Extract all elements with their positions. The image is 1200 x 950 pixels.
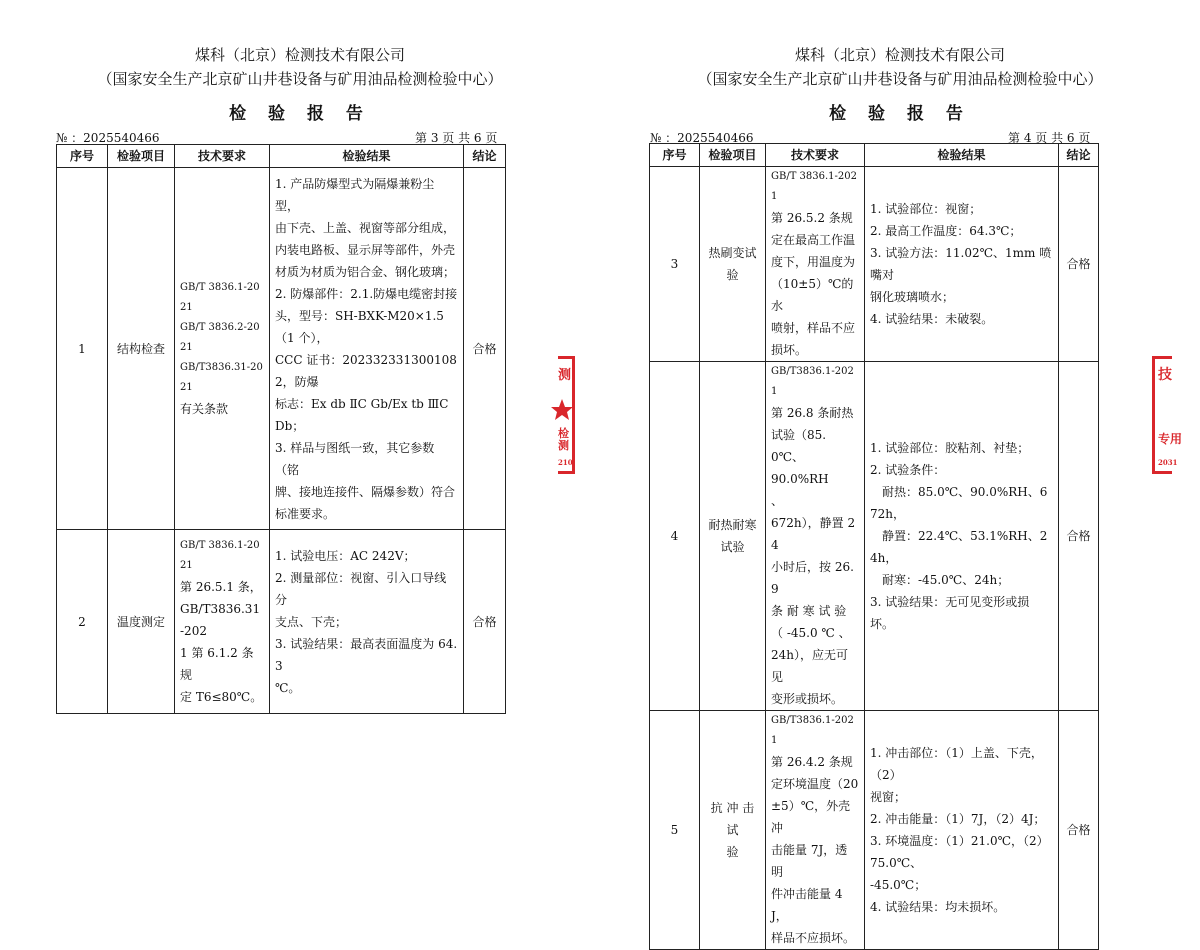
result-line: 视窗； [870,790,907,804]
stamp-text: 技 [1158,367,1172,383]
requirement-line: GB/T 3836.1-2021 [180,281,260,313]
requirement-line: 定环境温度（20 [771,777,859,791]
result-line: 3. 环境温度：（1）21.0℃，（2）75.0℃、 [870,834,1049,870]
row-requirement [766,711,865,950]
result-line: 耐寒：-45.0℃、24h； [870,573,1010,587]
row-result [270,530,464,714]
item-line: 耐热耐寒 [708,518,757,532]
col-header-item: 检验项目 [700,144,766,167]
requirement-line: GB/T3836.1-2021 [771,715,854,746]
requirement-line: 1 第 6.1.2 条规 [180,645,254,682]
row-result [865,711,1059,950]
result-line: 耐热：85.0℃、90.0%RH、672h， [870,485,1048,521]
row-requirement [766,167,865,362]
requirement-line: 定 T6≤80℃。 [180,689,263,704]
result-line: 3. 试验结果：无可见变形或损坏。 [870,595,1030,631]
stamp-text: 检测 [558,427,569,452]
row-no: 1 [57,168,108,530]
row-result [865,362,1059,711]
report-page-3 [0,0,600,828]
result-line: 静置：22.4℃、53.1%RH、24h， [870,529,1048,565]
requirement-line: 672h），静置 24 [771,516,856,552]
table-row [57,168,506,530]
result-line: 1. 试验部位：胶粘剂、衬垫； [870,441,1030,455]
inspection-table [56,144,506,714]
col-header-result: 检验结果 [270,145,464,168]
row-result [270,168,464,530]
result-line: 2. 冲击能量：（1）7J，（2）4J； [870,812,1046,826]
stamp-text: 210 [558,458,573,467]
requirement-line: 变形或损坏。 [771,692,844,706]
result-line: 3. 样品与图纸一致，其它参数（铭 [275,440,435,477]
item-line: 热刷变试 [708,246,757,260]
requirement-line: GB/T 3836.1-2021 [771,171,858,202]
requirement-line: 第 26.8 条耐热 [771,406,854,420]
result-line: 2. 试验条件： [870,463,946,477]
row-conclusion: 合格 [1059,362,1099,711]
result-line: 2. 测量部位：视窗、引入口导线分 [275,570,447,607]
requirement-line: 条 耐 寒 试 验 [771,604,847,618]
requirement-line: （10±5）℃的水 [771,277,854,313]
row-no: 4 [650,362,700,711]
result-line: 标准要求。 [275,506,336,521]
table-row [57,530,506,714]
result-line: 1. 冲击部位：（1）上盖、下壳，（2） [870,746,1043,782]
col-header-no: 序号 [650,144,700,167]
requirement-line: 损坏。 [771,343,808,357]
requirement-line: 击能量 7J，透明 [771,843,848,879]
seam-stamp-left [556,356,578,474]
row-no: 3 [650,167,700,362]
seam-stamp-right [1152,356,1200,474]
row-conclusion: 合格 [464,530,506,714]
col-header-no: 序号 [57,145,108,168]
table-row [650,362,1099,711]
col-header-item: 检验项目 [108,145,175,168]
page-count: 第 3 页 共 6 页 [415,131,498,145]
organization-name: 煤科（北京）检测技术有限公司 [794,46,1005,64]
report-title: 检 验 报 告 [829,104,971,124]
requirement-line: 小时后，按 26.9 [771,560,854,596]
table-header-row [650,144,1099,167]
result-line: 2. 防爆部件：2.1.防爆电缆密封接 [275,286,458,301]
report-number: № ：2025540466 [650,131,754,145]
result-line: ℃。 [275,680,301,695]
col-header-result: 检验结果 [865,144,1059,167]
result-line: 头，型号：SH-BXK-M20×1.5（1 个）， [275,308,444,345]
organization-name: 煤科（北京）检测技术有限公司 [194,46,405,64]
result-line: 4. 试验结果：均未损坏。 [870,900,1006,914]
report-title: 检 验 报 告 [229,104,371,124]
requirement-line: GB/T3836.31-202 [180,601,261,638]
requirement-line: 件冲击能量 4J， [771,887,843,923]
requirement-line: GB/T 3836.2-2021 [180,321,260,353]
row-item: 温度测定 [108,530,175,714]
requirement-line: 样品不应损坏。 [771,931,856,945]
result-line: 牌、接地连接件、隔爆参数）符合 [275,484,456,499]
col-header-conclusion: 结论 [464,145,506,168]
report-number: № ：2025540466 [56,131,160,145]
requirement-line: 第 26.4.2 条规 [771,755,853,769]
result-line: 1. 试验部位：视窗； [870,202,982,216]
result-line: 4. 试验结果：未破裂。 [870,312,994,326]
inspection-table [649,143,1099,950]
item-line: 验 [726,268,739,282]
row-result [865,167,1059,362]
result-line: 钢化玻璃喷水； [870,290,955,304]
result-line: 标志：Ex db ⅡC Gb/Ex tb ⅢC Db； [275,396,449,433]
result-line: 1. 试验电压：AC 242V； [275,548,416,563]
col-header-requirement: 技术要求 [766,144,865,167]
requirement-line: GB/T 3836.1-2021 [180,539,260,571]
row-conclusion: 合格 [1059,167,1099,362]
star-icon [550,398,574,422]
result-line: 1. 产品防爆型式为隔爆兼粉尘型， [275,176,435,213]
requirement-line: 定在最高工作温 [771,233,856,247]
result-line: 支点、下壳； [275,614,348,629]
requirement-line: 24h），应无可见 [771,648,848,684]
stamp-text: 专用 [1158,432,1183,446]
organization-subtitle: （国家安全生产北京矿山井巷设备与矿用油品检测检验中心） [697,70,1103,88]
result-line: 材质为材质为铝合金、钢化玻璃； [275,264,456,279]
row-requirement [175,168,270,530]
col-header-conclusion: 结论 [1059,144,1099,167]
result-line: 3. 试验方法：11.02℃、1mm 喷嘴对 [870,246,1052,282]
row-no: 2 [57,530,108,714]
result-line: 内装电路板、显示屏等部件，外壳 [275,242,456,257]
row-requirement [175,530,270,714]
item-line: 抗 冲 击 试 [710,801,755,837]
requirement-line: GB/T3836.1-2021 [771,366,854,397]
requirement-line: 90.0%RH 、 [771,472,853,508]
result-line: CCC 证书：2023323313001082，防爆 [275,352,457,389]
item-line: 验 [726,845,739,859]
requirement-line: 有关条款 [180,401,229,416]
row-no: 5 [650,711,700,950]
item-line: 试验 [720,540,745,554]
row-item: 结构检查 [108,168,175,530]
result-line: 由下壳、上盖、视窗等部分组成， [275,220,456,235]
row-item [700,362,766,711]
row-item [700,711,766,950]
table-header-row [57,145,506,168]
row-conclusion: 合格 [1059,711,1099,950]
stamp-text: 测 [558,368,572,383]
col-header-requirement: 技术要求 [175,145,270,168]
table-row [650,167,1099,362]
requirement-line: （ -45.0 ℃ 、 [771,626,851,640]
result-line: 3. 试验结果：最高表面温度为 64.3 [275,636,458,673]
requirement-line: 试验（85.0℃、 [771,428,827,464]
row-requirement [766,362,865,711]
requirement-line: 第 26.5.1 条， [180,579,262,594]
organization-subtitle: （国家安全生产北京矿山井巷设备与矿用油品检测检验中心） [97,70,503,88]
table-row [650,711,1099,950]
report-page-4 [600,0,1200,945]
row-conclusion: 合格 [464,168,506,530]
requirement-line: 第 26.5.2 条规 [771,211,853,225]
requirement-line: 度下，用温度为 [771,255,856,269]
result-line: -45.0℃； [870,878,927,892]
stamp-text: 2031 [1158,458,1178,467]
result-line: 2. 最高工作温度：64.3℃； [870,224,1022,238]
requirement-line: 喷射，样品不应 [771,321,856,335]
page-count: 第 4 页 共 6 页 [1008,131,1091,145]
requirement-line: GB/T3836.31-2021 [180,361,263,393]
requirement-line: ±5）℃，外壳冲 [771,799,851,835]
row-item [700,167,766,362]
